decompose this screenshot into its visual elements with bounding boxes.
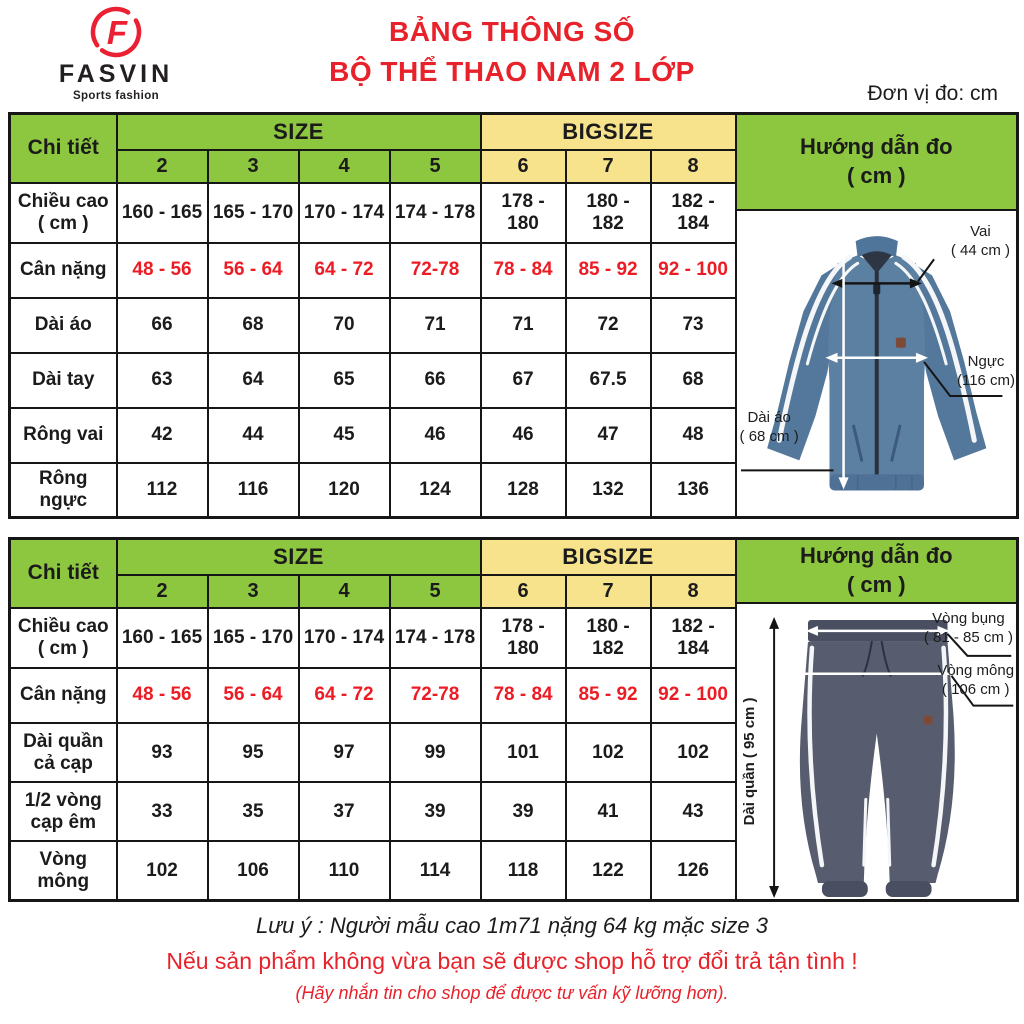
measure-guide-jacket xyxy=(736,114,1018,518)
size-col-4: 4 xyxy=(299,150,390,183)
page-title-line1: BẢNG THÔNG SỐ xyxy=(388,16,636,47)
pants-illustration-icon xyxy=(737,604,1017,899)
row-label: Dài tay xyxy=(10,353,117,408)
size-col-5: 5 xyxy=(390,150,481,183)
value-cell: 67.5 xyxy=(566,353,651,408)
hip-measure-label: Vòng mông ( 106 cm ) xyxy=(937,662,1015,698)
value-cell: 174 - 178 xyxy=(390,183,481,243)
size-col-3: 3 xyxy=(208,575,299,608)
value-cell: 64 xyxy=(208,353,299,408)
pants-body xyxy=(799,620,954,897)
value-cell: 35 xyxy=(208,782,299,841)
value-cell: 48 - 56 xyxy=(117,243,208,298)
value-cell: 85 - 92 xyxy=(566,668,651,723)
value-cell: 101 xyxy=(481,723,566,782)
value-cell: 124 xyxy=(390,463,481,518)
pants-length-measure-label: Dài quần ( 95 cm ) xyxy=(740,697,758,826)
value-cell: 71 xyxy=(390,298,481,353)
pants-length-arrow xyxy=(741,617,779,898)
value-cell: 92 - 100 xyxy=(651,243,736,298)
row-label: Cân nặng xyxy=(10,668,117,723)
value-cell: 170 - 174 xyxy=(299,183,390,243)
value-cell: 106 xyxy=(208,841,299,900)
value-cell: 126 xyxy=(651,841,736,900)
value-cell: 178 - 180 xyxy=(481,183,566,243)
value-cell: 182 - 184 xyxy=(651,183,736,243)
value-cell: 56 - 64 xyxy=(208,668,299,723)
row-label: Rông vai xyxy=(10,408,117,463)
value-cell: 39 xyxy=(481,782,566,841)
value-cell: 78 - 84 xyxy=(481,243,566,298)
value-cell: 99 xyxy=(390,723,481,782)
value-cell: 92 - 100 xyxy=(651,668,736,723)
guide-title: Hướng dẫn đo ( cm ) xyxy=(737,540,1017,604)
row-label: 1/2 vòng cạp êm xyxy=(10,782,117,841)
value-cell: 78 - 84 xyxy=(481,668,566,723)
value-cell: 68 xyxy=(208,298,299,353)
value-cell: 42 xyxy=(117,408,208,463)
value-cell: 39 xyxy=(390,782,481,841)
size-col-7: 7 xyxy=(566,150,651,183)
value-cell: 182 - 184 xyxy=(651,608,736,668)
value-cell: 37 xyxy=(299,782,390,841)
size-col-8: 8 xyxy=(651,150,736,183)
jacket-size-table xyxy=(8,112,1019,519)
row-label: Chiều cao ( cm ) xyxy=(10,608,117,668)
value-cell: 48 - 56 xyxy=(117,668,208,723)
value-cell: 73 xyxy=(651,298,736,353)
bigsize-group-header: BIGSIZE xyxy=(481,114,736,150)
value-cell: 160 - 165 xyxy=(117,608,208,668)
value-cell: 97 xyxy=(299,723,390,782)
value-cell: 165 - 170 xyxy=(208,608,299,668)
value-cell: 65 xyxy=(299,353,390,408)
jacket-body xyxy=(767,236,986,490)
size-col-5: 5 xyxy=(390,575,481,608)
value-cell: 178 - 180 xyxy=(481,608,566,668)
footer-notes xyxy=(0,913,1024,1004)
size-col-6: 6 xyxy=(481,150,566,183)
value-cell: 112 xyxy=(117,463,208,518)
jacket-length-measure-label: Dài áo ( 68 cm ) xyxy=(739,409,799,445)
value-cell: 64 - 72 xyxy=(299,243,390,298)
value-cell: 66 xyxy=(117,298,208,353)
row-label: Vòng mông xyxy=(10,841,117,900)
brand-tagline: Sports fashion xyxy=(72,90,160,102)
value-cell: 170 - 174 xyxy=(299,608,390,668)
value-cell: 46 xyxy=(481,408,566,463)
model-note: Lưu ý : Người mẫu cao 1m71 nặng 64 kg mặc size 3 xyxy=(256,913,768,938)
value-cell: 48 xyxy=(651,408,736,463)
value-cell: 66 xyxy=(390,353,481,408)
value-cell: 102 xyxy=(117,841,208,900)
value-cell: 128 xyxy=(481,463,566,518)
bigsize-group-header: BIGSIZE xyxy=(481,539,736,575)
chest-measure-label: Ngực (116 cm) xyxy=(956,353,1016,389)
value-cell: 72-78 xyxy=(390,668,481,723)
row-label: Dài áo xyxy=(10,298,117,353)
value-cell: 41 xyxy=(566,782,651,841)
value-cell: 72 xyxy=(566,298,651,353)
value-cell: 68 xyxy=(651,353,736,408)
value-cell: 116 xyxy=(208,463,299,518)
value-cell: 95 xyxy=(208,723,299,782)
value-cell: 122 xyxy=(566,841,651,900)
brand-name: FASVIN xyxy=(58,60,174,88)
value-cell: 132 xyxy=(566,463,651,518)
header xyxy=(0,0,1024,112)
size-group-header: SIZE xyxy=(117,539,481,575)
value-cell: 180 - 182 xyxy=(566,183,651,243)
unit-note: Đơn vị đo: cm xyxy=(867,82,998,105)
value-cell: 46 xyxy=(390,408,481,463)
pants-size-table xyxy=(8,537,1019,902)
value-cell: 43 xyxy=(651,782,736,841)
value-cell: 174 - 178 xyxy=(390,608,481,668)
value-cell: 47 xyxy=(566,408,651,463)
value-cell: 33 xyxy=(117,782,208,841)
value-cell: 70 xyxy=(299,298,390,353)
measure-guide-pants xyxy=(736,539,1018,901)
value-cell: 72-78 xyxy=(390,243,481,298)
row-label: Dài quần cả cạp xyxy=(10,723,117,782)
guide-title: Hướng dẫn đo ( cm ) xyxy=(737,115,1017,211)
contact-note: (Hãy nhắn tin cho shop để được tư vấn kỹ lưỡng hơn). xyxy=(295,983,729,1003)
corner-header: Chi tiết xyxy=(10,539,117,608)
size-col-2: 2 xyxy=(117,150,208,183)
page-title-line2: BỘ THỂ THAO NAM 2 LỚP xyxy=(329,56,695,87)
jacket-figure xyxy=(737,211,1017,515)
pants-figure xyxy=(737,604,1017,899)
svg-text:F: F xyxy=(106,14,128,51)
value-cell: 63 xyxy=(117,353,208,408)
value-cell: 56 - 64 xyxy=(208,243,299,298)
value-cell: 64 - 72 xyxy=(299,668,390,723)
value-cell: 102 xyxy=(651,723,736,782)
row-label: Rông ngực xyxy=(10,463,117,518)
exchange-note: Nếu sản phẩm không vừa bạn sẽ được shop hỗ trợ đổi trả tận tình ! xyxy=(166,948,858,974)
shoulder-measure-label: Vai ( 44 cm ) xyxy=(950,223,1011,259)
row-label: Cân nặng xyxy=(10,243,117,298)
value-cell: 45 xyxy=(299,408,390,463)
size-group-header: SIZE xyxy=(117,114,481,150)
size-col-2: 2 xyxy=(117,575,208,608)
value-cell: 160 - 165 xyxy=(117,183,208,243)
size-col-7: 7 xyxy=(566,575,651,608)
page-title xyxy=(0,12,1024,92)
value-cell: 165 - 170 xyxy=(208,183,299,243)
size-col-6: 6 xyxy=(481,575,566,608)
value-cell: 85 - 92 xyxy=(566,243,651,298)
value-cell: 44 xyxy=(208,408,299,463)
size-col-4: 4 xyxy=(299,575,390,608)
value-cell: 102 xyxy=(566,723,651,782)
value-cell: 118 xyxy=(481,841,566,900)
value-cell: 93 xyxy=(117,723,208,782)
value-cell: 67 xyxy=(481,353,566,408)
waist-measure-label: Vòng bụng ( 81 - 85 cm ) xyxy=(923,610,1014,646)
value-cell: 71 xyxy=(481,298,566,353)
value-cell: 114 xyxy=(390,841,481,900)
value-cell: 180 - 182 xyxy=(566,608,651,668)
size-col-3: 3 xyxy=(208,150,299,183)
size-col-8: 8 xyxy=(651,575,736,608)
value-cell: 110 xyxy=(299,841,390,900)
value-cell: 136 xyxy=(651,463,736,518)
value-cell: 120 xyxy=(299,463,390,518)
corner-header: Chi tiết xyxy=(10,114,117,183)
row-label: Chiều cao ( cm ) xyxy=(10,183,117,243)
